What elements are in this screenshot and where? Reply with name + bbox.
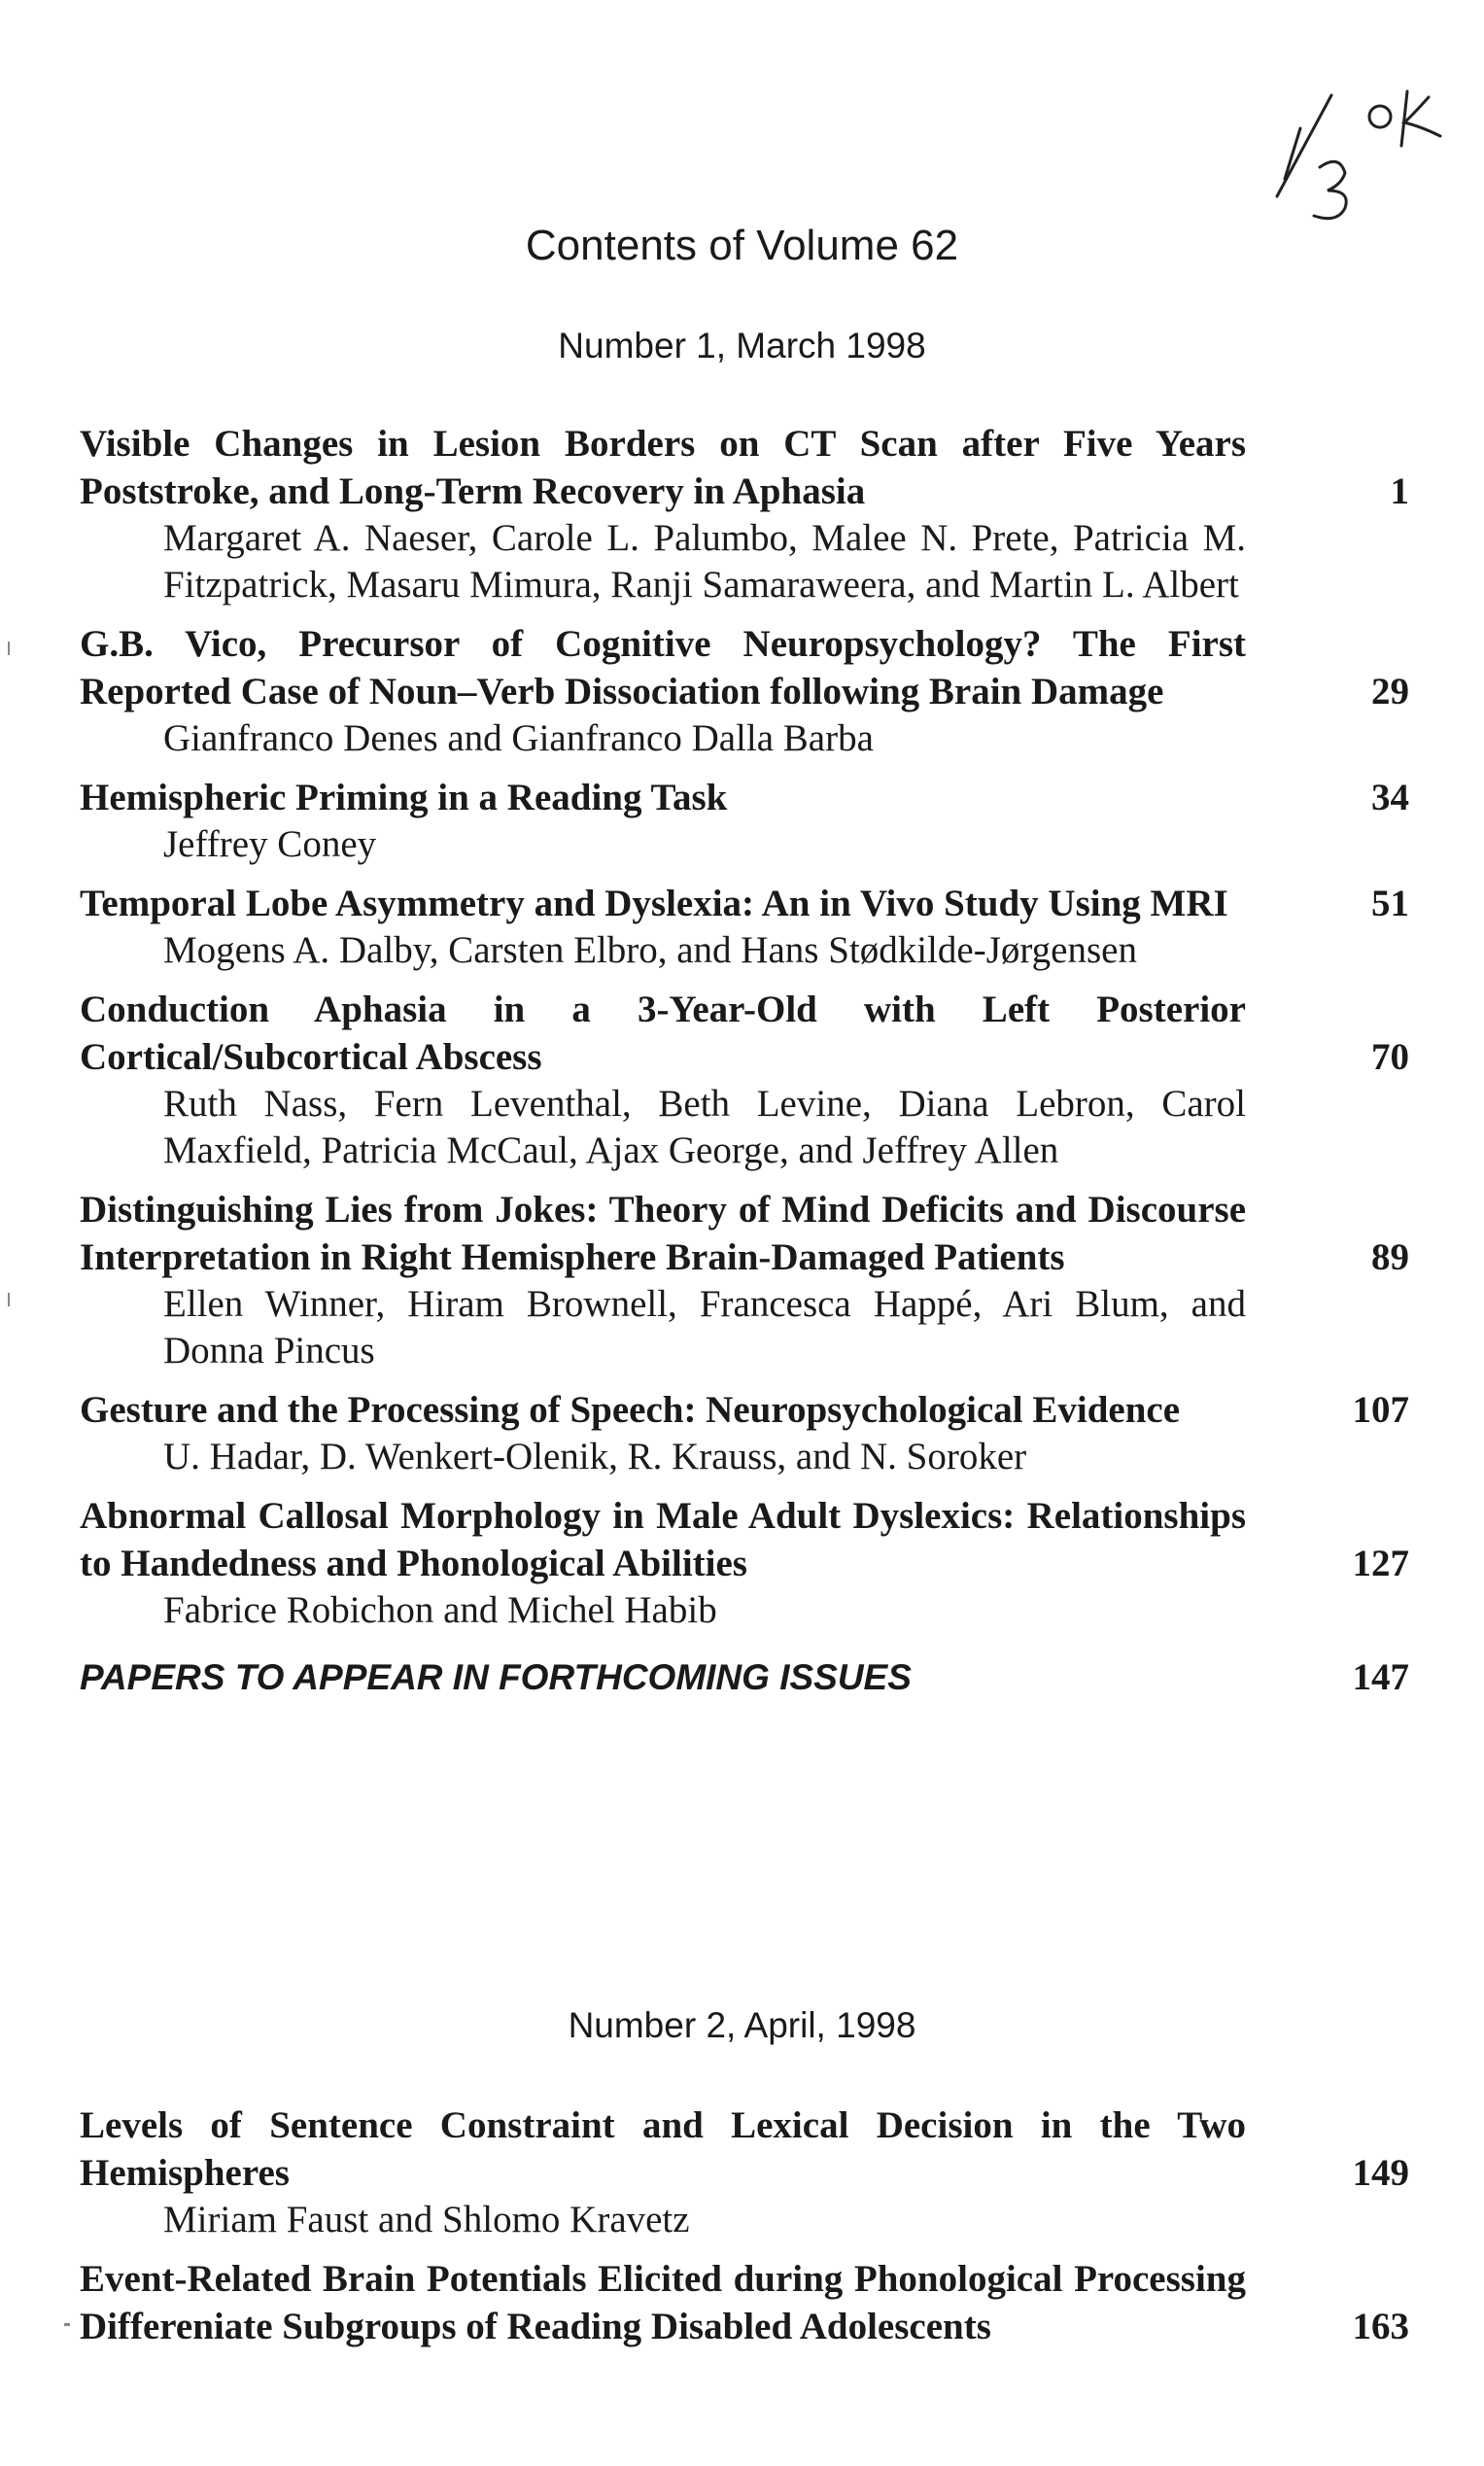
article-authors: Mogens A. Dalby, Carsten Elbro, and Hans Stødkilde-Jørgensen [163,929,1137,971]
article-authors: Jeffrey Coney [163,823,377,865]
article-authors: Margaret A. Naeser, Carole L. Palumbo, Malee N. Prete, Patricia M. Fitzpatrick, Masaru Mimura, Ranji Samaraweera, and Martin L. Albert [163,517,1246,606]
toc-entry [80,774,1409,868]
toc-entry [80,2255,1409,2350]
article-authors: Miriam Faust and Shlomo Kravetz [163,2199,690,2240]
article-authors: Gianfranco Denes and Gianfranco Dalla Barba [163,717,874,759]
issue-1-entries [80,420,1409,1713]
toc-entry-forthcoming [80,1653,1409,1701]
page-number: 127 [1352,1543,1409,1584]
page-number: 89 [1371,1236,1409,1278]
page-number: 149 [1352,2152,1409,2194]
toc-entry [80,1492,1409,1634]
scan-mark [64,2323,70,2326]
toc-entry [80,420,1409,608]
issue-heading: Number 2, April, 1998 [568,2005,916,2045]
page-number: 70 [1371,1036,1409,1078]
page-number: 51 [1371,883,1409,924]
toc-entry [80,620,1409,762]
article-title: Event-Related Brain Potentials Elicited during Phonological Processing Differeniate Subgroups of Reading Disabled Adolescents [80,2258,1246,2347]
article-title: Levels of Sentence Constraint and Lexical Decision in the Two Hemispheres [80,2104,1246,2194]
article-authors: U. Hadar, D. Wenkert-Olenik, R. Krauss, and N. Soroker [163,1436,1027,1477]
handwritten-note-drawing [1263,89,1458,235]
handwritten-note [1263,89,1458,235]
page-number: 1 [1390,470,1409,512]
scan-mark [8,1293,10,1306]
article-title: Hemispheric Priming in a Reading Task [80,777,728,818]
article-title: Abnormal Callosal Morphology in Male Adult Dyslexics: Relationships to Handedness and Phonological Abilities [80,1495,1246,1584]
scan-mark [8,642,10,655]
toc-entry [80,1386,1409,1480]
article-title: G.B. Vico, Precursor of Cognitive Neuropsychology? The First Reported Case of Noun–Verb Dissociation following Brain Damage [80,623,1246,712]
article-authors: Ruth Nass, Fern Leventhal, Beth Levine, Diana Lebron, Carol Maxfield, Patricia McCaul, Ajax George, and Jeffrey Allen [163,1083,1246,1171]
article-authors: Ellen Winner, Hiram Brownell, Francesca Happé, Ari Blum, and Donna Pincus [163,1283,1246,1372]
page-number: 29 [1371,671,1409,712]
article-title: Visible Changes in Lesion Borders on CT Scan after Five Years Poststroke, and Long-Term Recovery in Aphasia [80,423,1246,512]
page-number: 147 [1352,1656,1409,1698]
toc-entry [80,986,1409,1174]
article-title: Gesture and the Processing of Speech: Neuropsychological Evidence [80,1389,1181,1431]
page-number: 107 [1352,1389,1409,1431]
page-number: 34 [1371,777,1409,818]
article-title: PAPERS TO APPEAR IN FORTHCOMING ISSUES [80,1657,912,1697]
issue-2-entries [80,2101,1409,2362]
toc-entry [80,880,1409,974]
article-authors: Fabrice Robichon and Michel Habib [163,1589,717,1631]
article-title: Temporal Lobe Asymmetry and Dyslexia: An in Vivo Study Using MRI [80,883,1228,924]
toc-entry [80,1186,1409,1374]
page-number: 163 [1352,2306,1409,2347]
issue-heading: Number 1, March 1998 [558,326,926,365]
article-title: Distinguishing Lies from Jokes: Theory of Mind Deficits and Discourse Interpretation in Right Hemisphere Brain-Damaged Patients [80,1189,1246,1278]
volume-title: Contents of Volume 62 [525,222,959,269]
article-title: Conduction Aphasia in a 3-Year-Old with Left Posterior Cortical/Subcortical Abscess [80,989,1246,1078]
toc-entry [80,2101,1409,2243]
